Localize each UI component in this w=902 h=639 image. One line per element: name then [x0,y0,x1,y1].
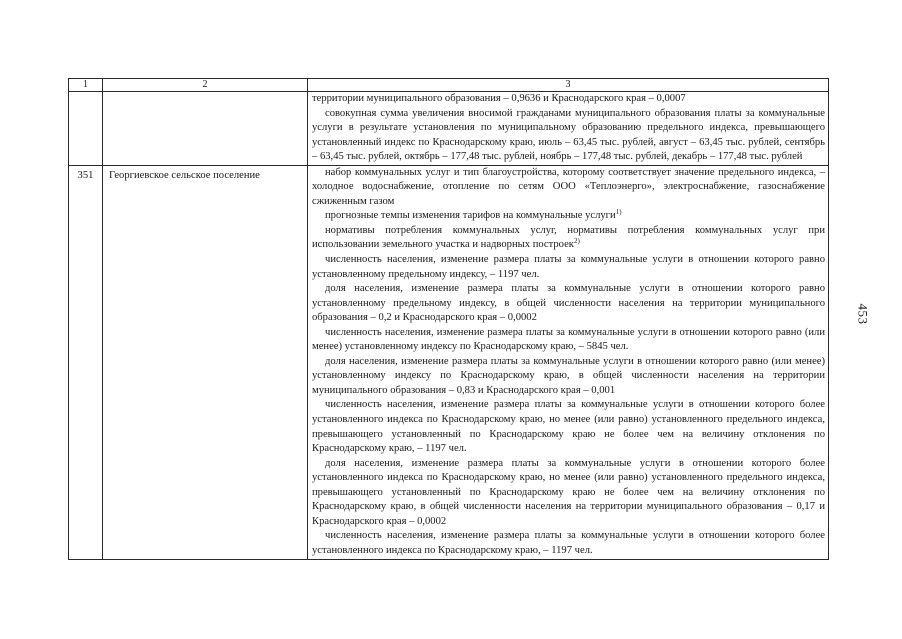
row-paragraph-text: прогнозные темпы изменения тарифов на коммунальные услуги [325,210,616,222]
utility-index-table [68,78,829,560]
row-paragraph: численность населения, изменение размера платы за коммунальные услуги в отношении которого более установленного индекса по Краснодарскому краю, – 1197 чел. [312,530,825,556]
table-row [69,165,829,559]
row-paragraph: доля населения, изменение размера платы за коммунальные услуги в отношении которого равно установленному предельному индексу, в общей численности населения на территории муниципального образования – 0,2 и Краснодарского края – 0,0002 [312,283,825,324]
header-cell-3: 3 [308,79,829,92]
settlement-name: Георгиевское сельское поселение [103,165,308,559]
row-paragraph-with-footnote [312,224,825,253]
footnote-marker-2: 2) [573,237,580,246]
row-paragraph-text: нормативы потребления коммунальных услуг, нормативы потребления коммунальных услуг при использовании земельного участка и надворных построек [312,224,825,251]
continuation-paragraph: территории муниципального образования – 0,9636 и Краснодарского края – 0,0007 [312,93,686,104]
continuation-paragraph: совокупная сумма увеличения вносимой гражданами муниципального образования платы за коммунальные услуги в результате установления по муниципальному образованию предельного индекса, превышающего установленный индекс по Краснодарскому краю, июль – 63,45 тыс. рублей, август – 63,45 тыс. рублей, сентябрь – 63,45 тыс. рублей, октябрь – 177,48 тыс. рублей, ноябрь – 177,48 тыс. рублей, декабрь – 177,48 тыс. рублей [312,107,825,163]
row-paragraph: набор коммунальных услуг и тип благоустройства, которому соответствует значение предельного индекса, – холодное водоснабжение, отопление по сетям ООО «Теплоэнерго», электроснабжение, газоснабжение сжиженным газом [312,166,825,207]
row-paragraph-with-footnote [312,209,825,224]
row-paragraph: численность населения, изменение размера платы за коммунальные услуги в отношении которого равно установленному предельному индексу, – 1197 чел. [312,254,825,280]
row-paragraph: доля населения, изменение размера платы за коммунальные услуги в отношении которого более установленного индекса по Краснодарскому краю, но менее (или равно) установленного предельного индекса, превышающего установленный по Краснодарскому краю не более чем на величину отклонения по Краснодарскому краю, в общей численности населения на территории муниципального образования – 0,17 и Краснодарского края – 0,0002 [312,457,825,527]
row-paragraph: численность населения, изменение размера платы за коммунальные услуги в отношении которого равно (или менее) установленному индексу по Краснодарскому краю, – 5845 чел. [312,326,825,353]
row-number: 351 [69,165,103,559]
row-text-cell [308,165,829,559]
row-paragraph: доля населения, изменение размера платы за коммунальные услуги в отношении которого равно (или менее) установленному индексу по Краснодарскому краю, в общей численности населения на территории муниципального образования – 0,83 и Краснодарского края – 0,001 [312,355,825,396]
continuation-number-cell [69,92,103,166]
continuation-text-cell [308,92,829,166]
continuation-row [69,92,829,166]
continuation-name-cell [103,92,308,166]
header-cell-2: 2 [103,79,308,92]
row-paragraph: численность населения, изменение размера платы за коммунальные услуги в отношении которого более установленного индекса по Краснодарскому краю, но менее (или равно) установленного предельного индекса, превышающего установленный по Краснодарскому краю не более чем на величину отклонения по Краснодарскому краю, – 1197 чел. [312,399,825,455]
table-header-row [69,79,829,92]
header-cell-1: 1 [69,79,103,92]
footnote-marker-1: 1) [615,208,622,217]
page-number: 453 [855,303,871,325]
